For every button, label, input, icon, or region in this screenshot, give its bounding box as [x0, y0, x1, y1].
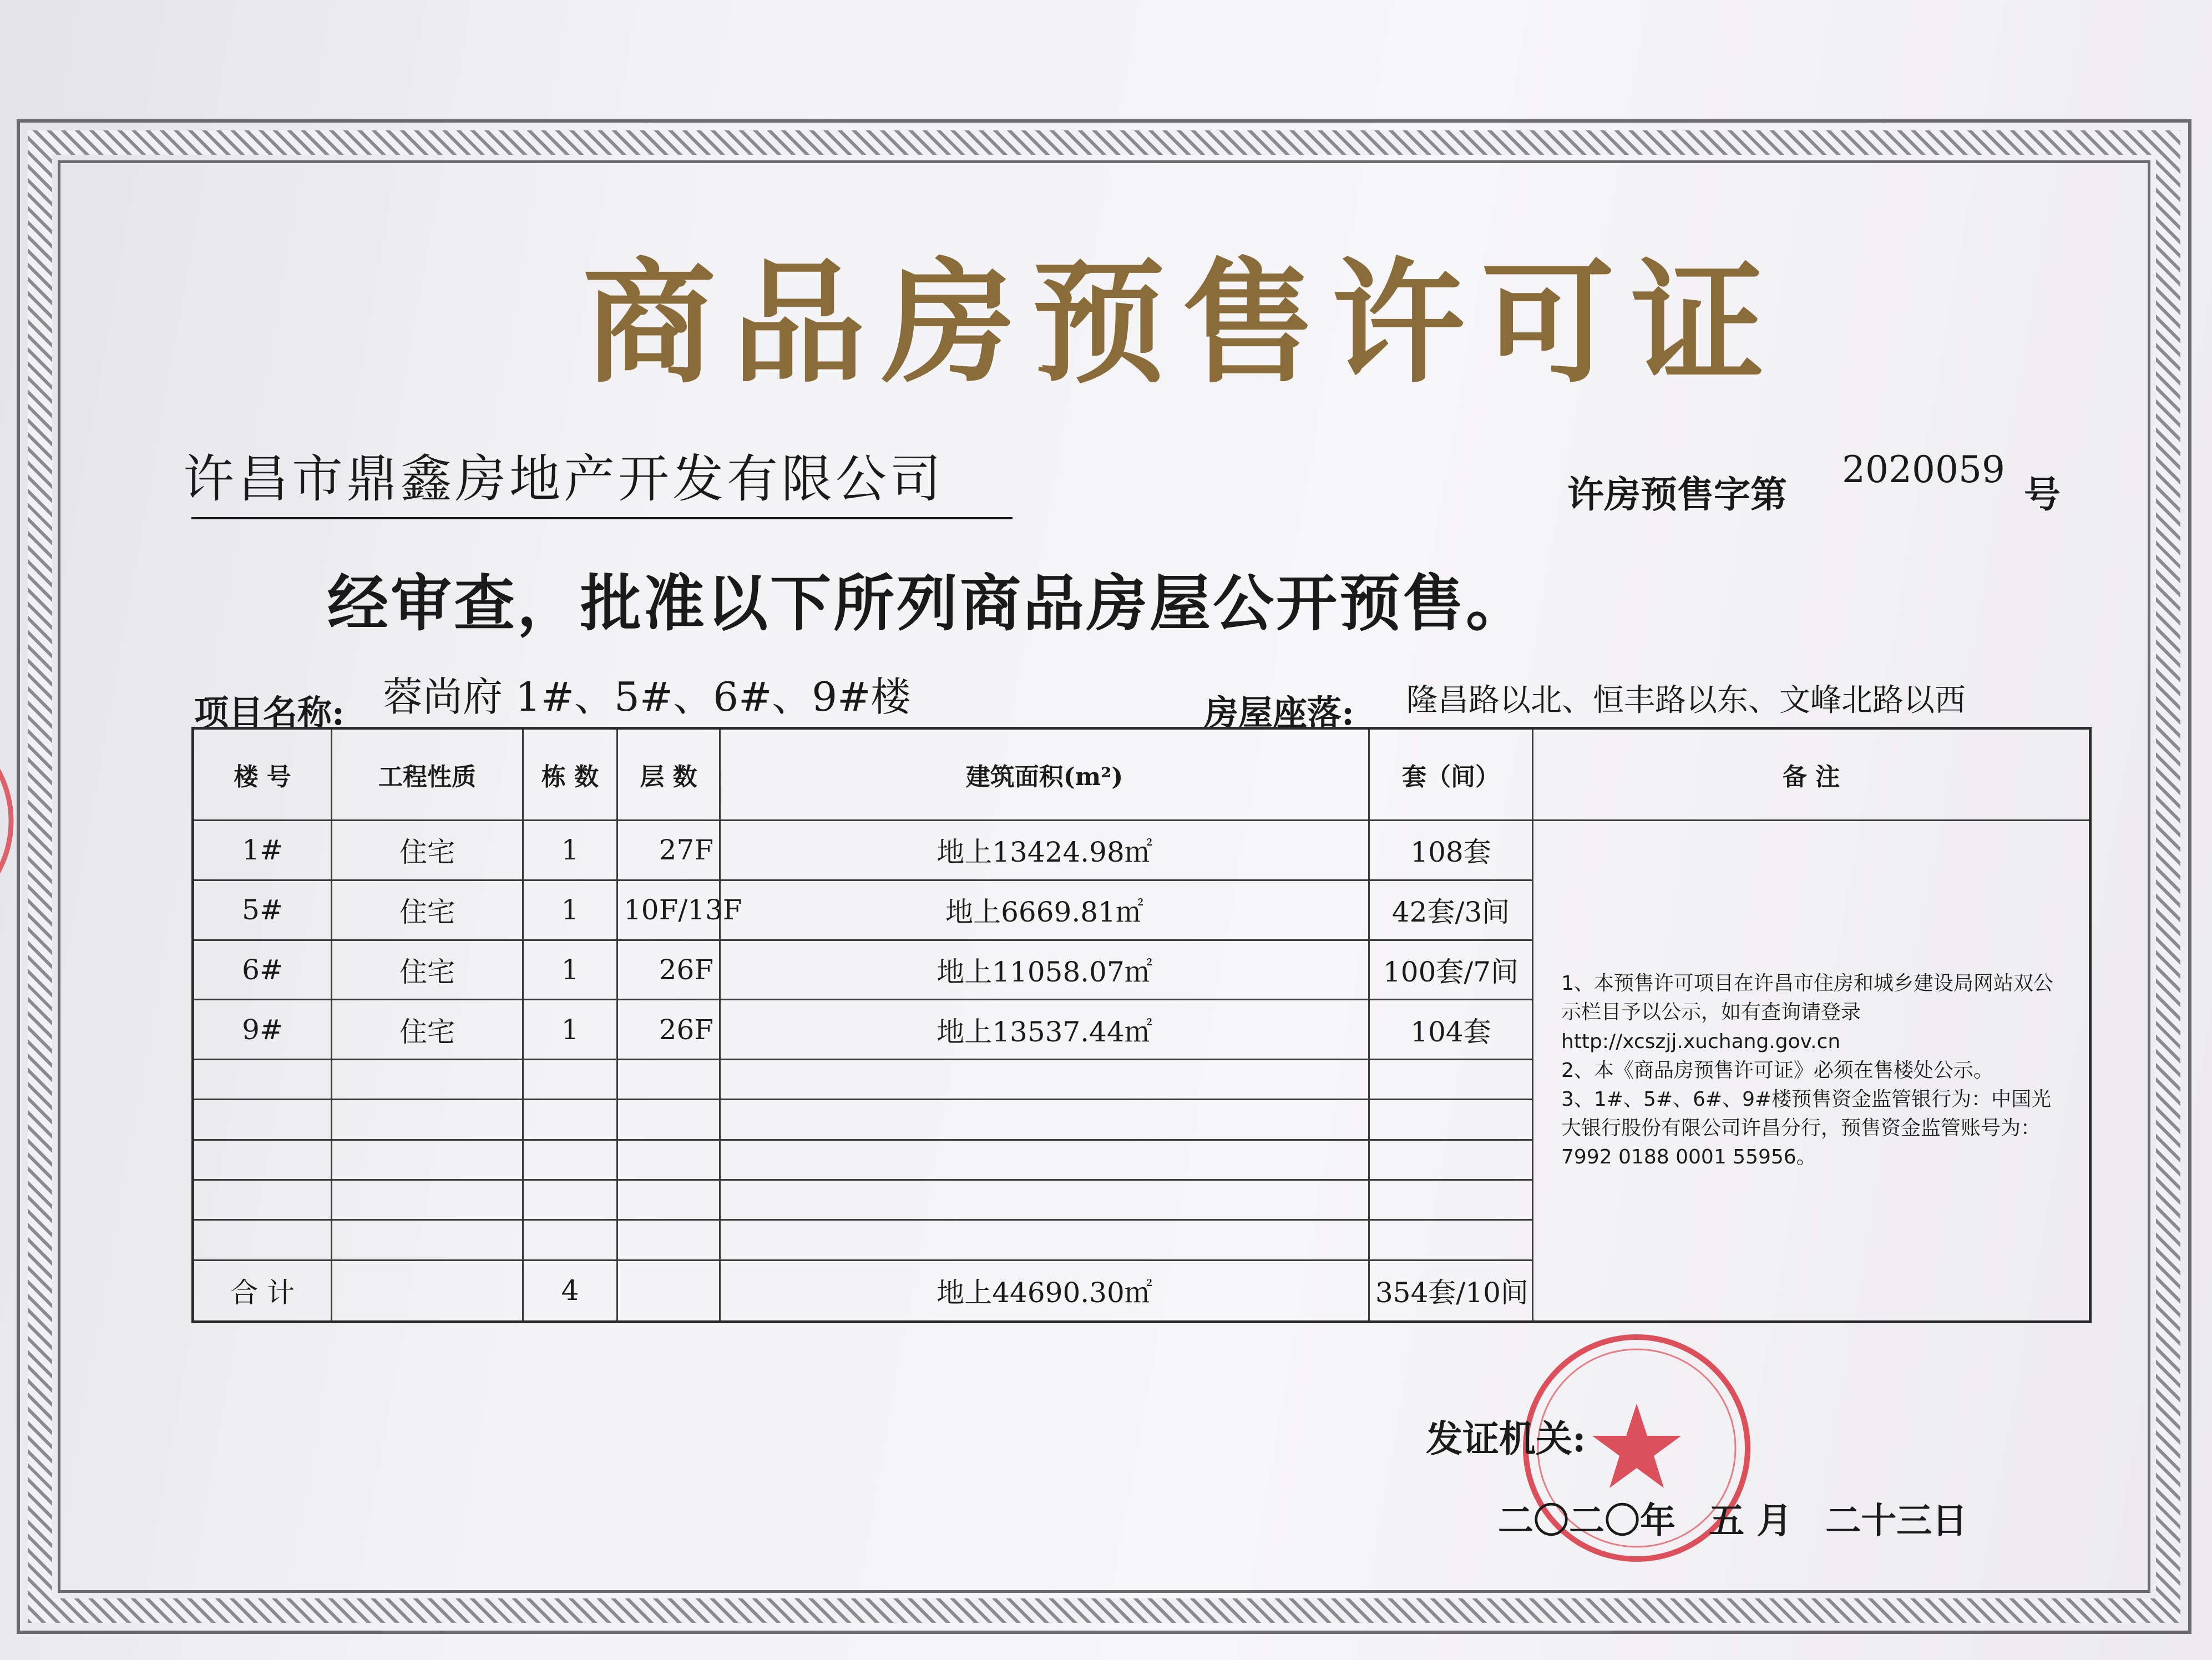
date-day: 二十三日: [1825, 1500, 1968, 1542]
location-value: 隆昌路以北、恒丰路以东、文峰北路以西: [1406, 682, 1966, 718]
issuing-authority-label: 发证机关:: [1426, 1417, 1586, 1460]
remarks-cell: [1533, 820, 2090, 1322]
cell-count: 1: [523, 820, 617, 880]
cell-units: 104套: [1369, 1000, 1533, 1060]
remark-item: 3、1#、5#、6#、9#楼预售资金监管银行为：中国光大银行股份有限公司许昌分行，预售资金监管账号为：7992 0188 0001 55956。: [1561, 1088, 2052, 1169]
remark-item: 2、本《商品房预售许可证》必须在售楼处公示。: [1561, 1059, 1993, 1082]
total-nature-blank: [332, 1260, 523, 1322]
total-units: 354套/10间: [1369, 1260, 1533, 1322]
total-area: 地上44690.30㎡: [720, 1260, 1369, 1322]
header-area: 建筑面积(m²): [720, 728, 1369, 821]
header-floors: 层 数: [617, 728, 720, 821]
table-header-row: [193, 728, 2090, 821]
cell-building: 6#: [193, 940, 332, 1000]
project-name-value: 蓉尚府 1#、5#、6#、9#楼: [383, 674, 911, 720]
permit-prefix: 许房预售字第: [1567, 473, 1787, 516]
cell-count: 1: [523, 880, 617, 940]
company-underline: [191, 517, 1013, 519]
header-building: 楼 号: [193, 728, 332, 821]
cell-units: 42套/3间: [1369, 880, 1533, 940]
cell-floors: 10F/13F: [617, 880, 720, 940]
header-nature: 工程性质: [332, 728, 523, 821]
date-year: 二〇二〇年: [1498, 1500, 1676, 1542]
total-label: 合 计: [193, 1260, 332, 1322]
cell-count: 1: [523, 940, 617, 1000]
project-name-label: 项目名称:: [194, 692, 345, 733]
cell-nature: 住宅: [332, 940, 523, 1000]
total-count: 4: [523, 1260, 617, 1322]
header-count: 栋 数: [523, 728, 617, 821]
remark-item: 1、本预售许可项目在许昌市住房和城乡建设局网站双公示栏目予以公示，如有查询请登录http://xcszjj.xuchang.gov.cn: [1561, 972, 2053, 1053]
cell-units: 108套: [1369, 820, 1533, 880]
cell-building: 1#: [193, 820, 332, 880]
date-month: 五 月: [1709, 1500, 1793, 1542]
permit-number: 2020059: [1842, 448, 2005, 491]
cell-count: 1: [523, 1000, 617, 1060]
approval-statement: 经审查，批准以下所列商品房屋公开预售。: [327, 568, 1529, 639]
cell-building: 5#: [193, 880, 332, 940]
cell-nature: 住宅: [332, 820, 523, 880]
cell-units: 100套/7间: [1369, 940, 1533, 1000]
table-row: [193, 820, 2090, 880]
cell-area: 地上13424.98㎡: [720, 820, 1369, 880]
header-units: 套（间）: [1369, 728, 1533, 821]
cell-area: 地上13537.44㎡: [720, 1000, 1369, 1060]
cell-nature: 住宅: [332, 880, 523, 940]
partial-seal-left: [0, 705, 39, 938]
cell-floors: 26F: [617, 940, 720, 1000]
certificate-title: 商品房预售许可证: [583, 245, 1781, 401]
permit-suffix: 号: [2024, 473, 2061, 516]
cell-floors: 27F: [617, 820, 720, 880]
location-label: 房屋座落:: [1204, 692, 1354, 733]
cell-building: 9#: [193, 1000, 332, 1060]
company-name: 许昌市鼎鑫房地产开发有限公司: [183, 449, 945, 509]
cell-area: 地上11058.07㎡: [720, 940, 1369, 1000]
header-remarks: 备 注: [1533, 728, 2090, 821]
issue-date: [1498, 1492, 2001, 1543]
cell-area: 地上6669.81㎡: [720, 880, 1369, 940]
total-floors-blank: [617, 1260, 720, 1322]
cell-nature: 住宅: [332, 1000, 523, 1060]
cell-floors: 26F: [617, 1000, 720, 1060]
presale-table: [191, 727, 2092, 1323]
